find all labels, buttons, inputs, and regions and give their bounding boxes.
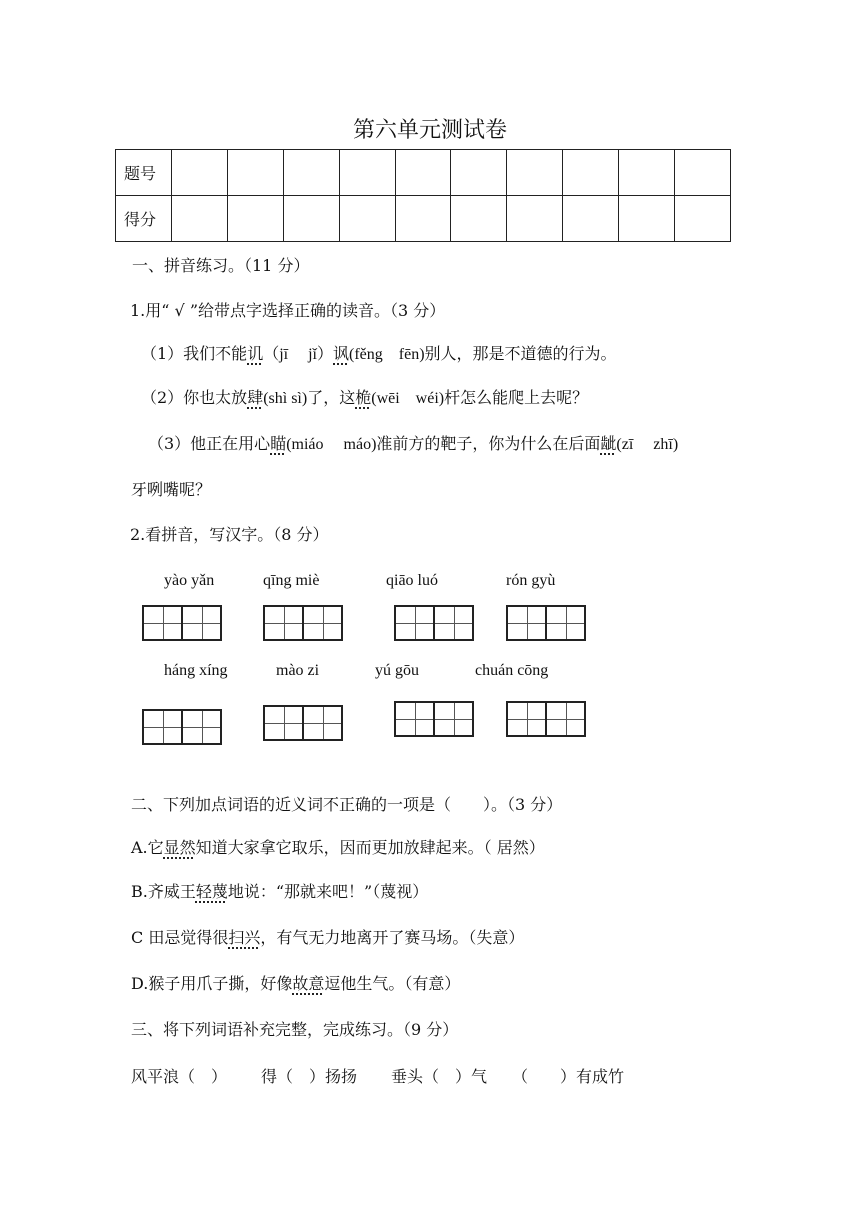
score-cell xyxy=(283,196,339,242)
writing-grid[interactable] xyxy=(394,605,474,641)
option-d xyxy=(131,974,460,994)
row-label-score: 得分 xyxy=(116,196,172,242)
table-row xyxy=(116,150,731,196)
score-cell xyxy=(283,150,339,196)
writing-grid[interactable] xyxy=(142,709,222,745)
writing-grid[interactable] xyxy=(142,605,222,641)
text-segment: C 田忌觉得很 xyxy=(131,928,229,947)
option-b xyxy=(131,882,428,902)
score-cell xyxy=(172,150,228,196)
question-1-item-2 xyxy=(141,388,588,409)
pinyin-label: yào yǎn xyxy=(164,572,215,589)
question-2-prompt: 2.看拼音，写汉字。（8 分） xyxy=(130,525,329,544)
pinyin-label: chuán cōng xyxy=(475,662,549,679)
score-cell xyxy=(227,196,283,242)
dotted-char: 桅 xyxy=(355,388,372,407)
score-cell xyxy=(563,196,619,242)
text-segment: （3）他正在用心 xyxy=(148,434,271,453)
text-segment: （1）我们不能 xyxy=(141,344,248,363)
question-1-item-3-continued: 牙咧嘴呢？ xyxy=(131,480,212,499)
dotted-char: 讥 xyxy=(247,344,264,363)
score-cell xyxy=(172,196,228,242)
score-cell xyxy=(395,196,451,242)
writing-grid[interactable] xyxy=(506,605,586,641)
text-segment: B.齐威王 xyxy=(131,882,196,901)
dotted-char: 瞄 xyxy=(270,434,287,453)
section-3-heading: 三、将下列词语补充完整，完成练习。（9 分） xyxy=(131,1020,459,1039)
dotted-char: 肆 xyxy=(247,388,264,407)
section-1-heading: 一、拼音练习。（11 分） xyxy=(132,256,310,275)
question-1-prompt: 1.用“ √ ”给带点字选择正确的读音。（3 分） xyxy=(130,301,446,320)
text-segment: 逗他生气。（有意） xyxy=(324,974,461,993)
score-cell xyxy=(395,150,451,196)
question-1-item-3 xyxy=(148,434,678,455)
pinyin-options: （jī jǐ） xyxy=(263,346,333,363)
pinyin-label: yú gōu xyxy=(375,662,419,679)
pinyin-options: (shì sì)了，这 xyxy=(263,390,356,407)
score-cell xyxy=(507,196,563,242)
score-cell xyxy=(507,150,563,196)
fill-item: 得（ ）扬扬 xyxy=(261,1067,358,1086)
pinyin-label: mào zi xyxy=(276,662,320,679)
score-cell xyxy=(675,196,731,242)
page-title: 第六单元测试卷 xyxy=(352,118,507,143)
score-cell xyxy=(227,150,283,196)
text-segment: 知道大家拿它取乐，因而更加放肆起来。（ 居然） xyxy=(195,838,545,857)
score-cell xyxy=(451,150,507,196)
pinyin-options: (fěng fēn)别人，那是不道德的行为。 xyxy=(349,346,617,363)
fill-item: 风平浪（ ） xyxy=(131,1067,228,1086)
question-1-item-1 xyxy=(141,344,617,365)
score-table xyxy=(115,149,731,242)
score-cell xyxy=(675,150,731,196)
score-cell xyxy=(563,150,619,196)
text-segment: D.猴子用爪子撕，好像 xyxy=(131,974,293,993)
writing-grid[interactable] xyxy=(506,701,586,737)
score-cell xyxy=(619,150,675,196)
dotted-char: 龇 xyxy=(600,434,617,453)
writing-grid[interactable] xyxy=(263,605,343,641)
text-segment: A.它 xyxy=(131,838,164,857)
dotted-word: 显然 xyxy=(163,838,196,857)
pinyin-options: (wēi wéi)杆怎么能爬上去呢？ xyxy=(371,390,589,407)
dotted-word: 轻蔑 xyxy=(195,882,228,901)
pinyin-label: rón gyù xyxy=(506,572,556,589)
score-cell xyxy=(451,196,507,242)
score-cell xyxy=(339,150,395,196)
text-segment: 地说：“那就来吧！”（蔑视） xyxy=(227,882,429,901)
option-a xyxy=(131,838,545,858)
dotted-word: 扫兴 xyxy=(228,928,261,947)
section-2-heading: 二、下列加点词语的近义词不正确的一项是（ ）。（3 分） xyxy=(131,795,563,814)
score-cell xyxy=(339,196,395,242)
text-segment: （2）你也太放 xyxy=(141,388,248,407)
pinyin-options: (zī zhī) xyxy=(616,436,679,453)
dotted-char: 讽 xyxy=(333,344,350,363)
writing-grid[interactable] xyxy=(263,705,343,741)
pinyin-options: (miáo máo)准前方的靶子，你为什么在后面 xyxy=(286,436,601,453)
pinyin-label: qiāo luó xyxy=(386,572,438,589)
text-segment: ，有气无力地离开了赛马场。（失意） xyxy=(260,928,525,947)
row-label-question-number: 题号 xyxy=(116,150,172,196)
fill-item: 垂头（ ）气 xyxy=(391,1067,488,1086)
option-c xyxy=(131,928,524,948)
fill-item: （ ）有成竹 xyxy=(512,1067,625,1086)
pinyin-label: qīng miè xyxy=(263,572,320,589)
writing-grid[interactable] xyxy=(394,701,474,737)
table-row xyxy=(116,196,731,242)
score-cell xyxy=(619,196,675,242)
dotted-word: 故意 xyxy=(292,974,325,993)
pinyin-label: háng xíng xyxy=(164,662,228,679)
